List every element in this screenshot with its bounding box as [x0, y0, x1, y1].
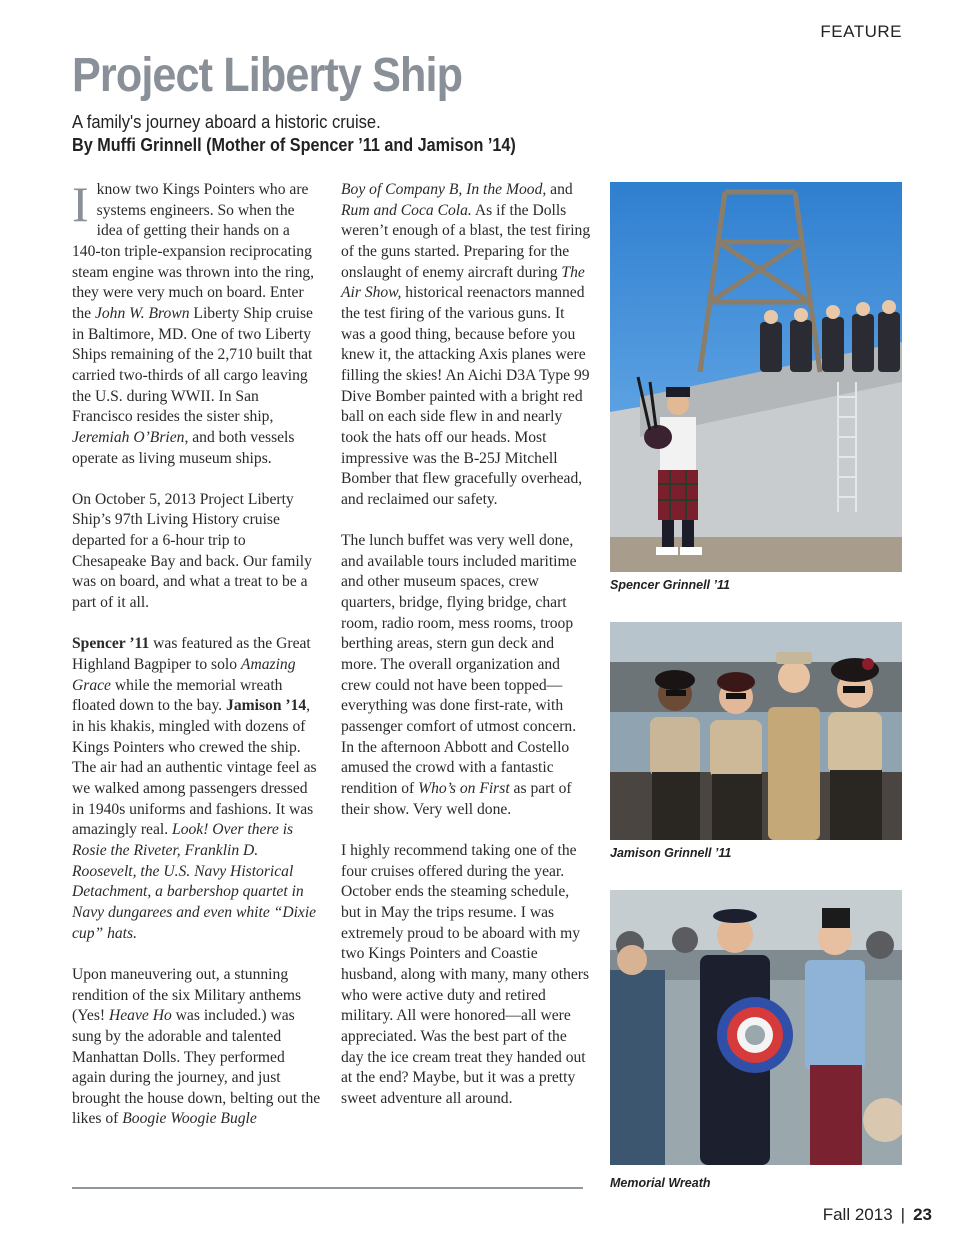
photo-caption: Jamison Grinnell ’11 — [610, 846, 732, 860]
text-run: Liberty Ship cruise in Baltimore, MD. One of two Liberty Ships remaining of the 2,710 built that carried two-thirds of all cargo leaving the U.S. during WWII. In San Francisco resides the sister ship, — [72, 304, 313, 426]
photo-wreath — [610, 890, 902, 1165]
article-subtitle: A family's journey aboard a historic cruise. — [72, 112, 381, 132]
photo-bagpiper — [610, 182, 902, 572]
drop-cap: I — [72, 176, 89, 232]
text-run: , and both vessels operate as living museum ships. — [72, 428, 295, 467]
text-run: was featured as the Great Highland Bagpiper to solo — [72, 635, 311, 674]
ship-name: Jeremiah O’Brien — [72, 428, 185, 446]
name-highlight: Spencer ’11 — [72, 635, 150, 653]
page-number: 23 — [913, 1205, 932, 1224]
song-title: Amazing Grace — [72, 656, 296, 694]
article-column-2 — [341, 180, 591, 1130]
song-title: Boy of Company B, In the Mood, — [341, 181, 547, 198]
text-run: As if the Dolls weren’t enough of a blast, the test firing of the guns started. Preparing for the onslaught of enemy aircraft during — [341, 201, 591, 281]
ship-name: John W. Brown — [94, 304, 190, 322]
text-run: , in his khakis, mingled with dozens of Kings Pointers who crewed the ship. The air had an authentic vintage feel as we walked among passengers dressed in 1940s uniforms and fashions. It was amazingly real. — [72, 697, 317, 839]
italic-text: Look! Over there is Rosie the Riveter, Franklin D. Roosevelt, the U.S. Navy Historical Detachment, a barbershop quartet in Navy dungarees and even white “Dixie cup” hats. — [72, 821, 317, 942]
section-label: FEATURE — [820, 22, 902, 41]
article-title: Project Liberty Ship — [72, 49, 463, 102]
song-title: Boogie Woogie Bugle — [122, 1110, 257, 1128]
paragraph: On October 5, 2013 Project Liberty Ship’s 97th Living History cruise departed for a 6-hour trip to Chesapeake Bay and back. Our family was on board, and what a treat to be a part of it all. — [72, 490, 312, 612]
paragraph — [72, 176, 322, 469]
routine-title: Who’s on First — [418, 780, 510, 798]
text-run: know two Kings Pointers who are systems engineers. So when the idea of getting their hands on a 140-ton triple-expansion reciprocating steam engine was thrown into the ring, they were very much on board. Enter the — [72, 181, 315, 322]
footer-separator: | — [900, 1205, 906, 1224]
page-footer — [823, 1205, 932, 1225]
photo-caption: Spencer Grinnell ’11 — [610, 578, 730, 592]
paragraph — [72, 965, 322, 1130]
text-run: was included.) was sung by the adorable and talented Manhattan Dolls. They performed again during the journey, and just brought the house down, belting out the likes of — [72, 1007, 321, 1128]
paragraph: I highly recommend taking one of the four cruises offered during the year. October ends the steaming schedule, but in May the trips resume. I was extremely proud to be aboard with my two Kings Pointers and Coastie husband, along with many, many others who were active duty and retired military. All were honored—all were appreciated. Was the best part of the day the ice cream treat they handed out at the end? Maybe, but it was a pretty sweet adventure all around. — [341, 841, 590, 1107]
article-column-1 — [72, 176, 322, 1151]
paragraph — [72, 634, 322, 944]
article-byline: By Muffi Grinnell (Mother of Spencer ’11 and Jamison ’14) — [72, 135, 516, 155]
name-highlight: Jamison ’14 — [226, 697, 307, 715]
text-run: while the memorial wreath floated down to the bay. — [72, 676, 283, 715]
text-run: historical reenactors manned the test firing of the various guns. It was a good thing, because before you knew it, the attacking Axis planes were filling the skies! An Aichi D3A Type 99 Dive Bomber painted with a bright red ball on each side flew in and nearly took the hats off our heads. Most impressive was the B-25J Mitchell Bomber that flew gracefully overhead, and reclaimed our safety. — [341, 284, 590, 508]
divider-rule — [72, 1187, 583, 1189]
paragraph — [341, 180, 591, 511]
song-title: Heave Ho — [108, 1007, 172, 1025]
photo-caption: Memorial Wreath — [610, 1176, 711, 1190]
paragraph — [341, 531, 591, 820]
text-run: as part of their show. Very well done. — [341, 780, 572, 818]
issue-label: Fall 2013 — [822, 1205, 893, 1224]
song-title: Rum and Coca Cola. — [341, 201, 472, 219]
event-title: The Air Show, — [341, 263, 585, 302]
text-run: Upon maneuvering out, a stunning rendition of the six Military anthems (Yes! — [72, 965, 302, 1025]
text-run: The lunch buffet was very well done, and available tours included maritime and other museum spaces, crew quarters, bridge, flying bridge, chart room, radio room, mess rooms, troop berthing areas, stern gun deck and more. The overall organization and crew could not have been topped—everything was done first-rate, with passenger comfort of utmost concern. In the afternoon Abbott and Costello amused the crowd with a fantastic rendition of — [341, 532, 577, 798]
text-run: and — [546, 181, 573, 198]
photo-group — [610, 622, 902, 840]
